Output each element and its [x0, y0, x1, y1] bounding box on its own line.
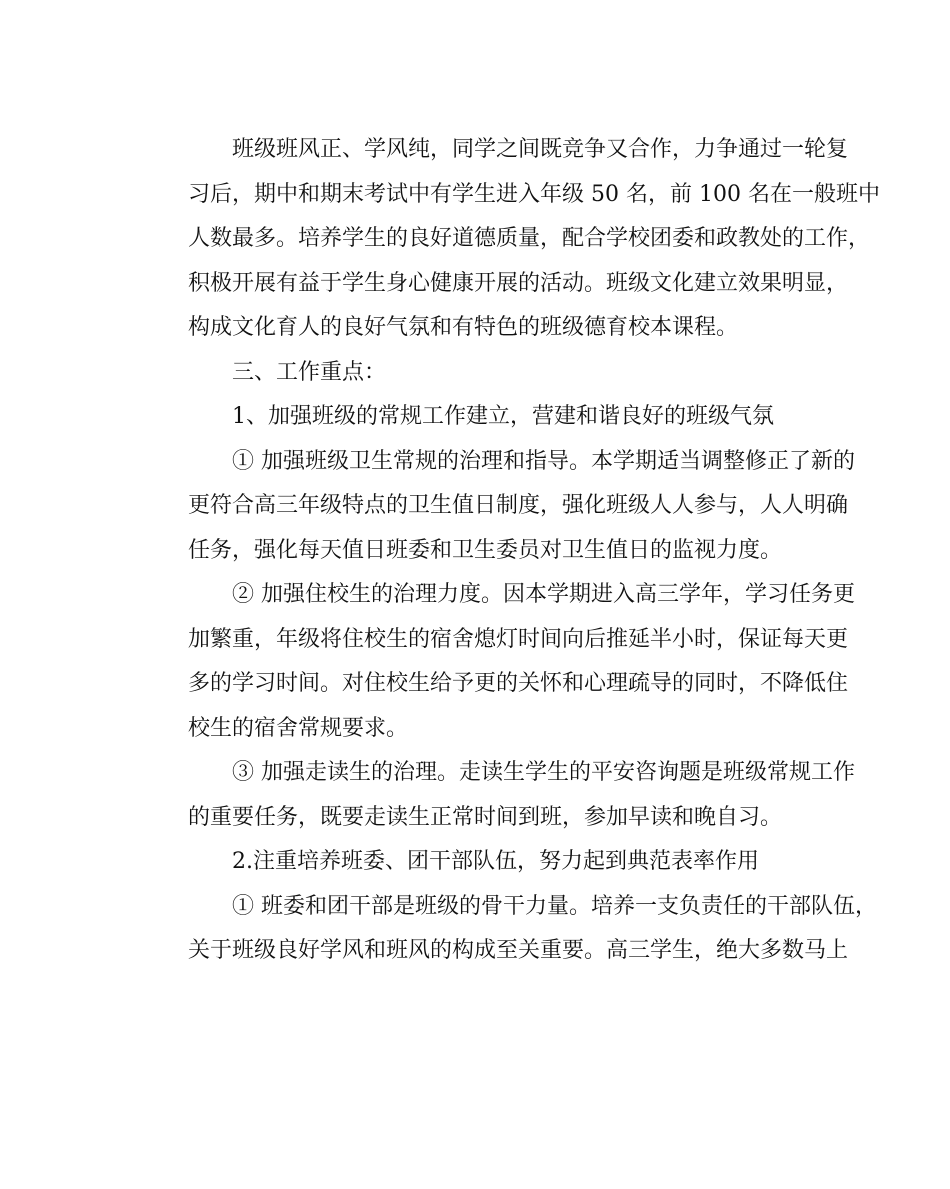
text-line: 关于班级良好学风和班风的构成至关重要。高三学生，绝大多数马上 — [188, 938, 849, 963]
text-line: 班级班风正、学风纯，同学之间既竞争又合作，力争通过一轮复 — [232, 137, 849, 162]
section-heading-work-focus — [144, 351, 816, 396]
paragraph-day-students — [144, 751, 855, 840]
section-heading: 三、工作重点： — [232, 359, 387, 385]
text-line: ③ 加强走读生的治理。走读生学生的平安咨询题是班级常规工作 — [232, 760, 855, 785]
paragraph-class-goals — [144, 128, 880, 351]
subheading: 1、加强班级的常规工作建立，营建和谐良好的班级气氛 — [232, 404, 774, 429]
subheading-cadres — [144, 840, 816, 885]
text-line: 人数最多。培养学生的良好道德质量，配合学校团委和政教处的工作， — [188, 226, 871, 251]
text-line: 积极开展有益于学生身心健康开展的活动。班级文化建立效果明显， — [188, 270, 849, 296]
text-line: ② 加强住校生的治理力度。因本学期进入高三学年，学习任务更 — [232, 582, 855, 607]
paragraph-boarders — [144, 573, 855, 751]
subheading-routine-work — [144, 395, 816, 440]
text-line: ① 加强班级卫生常规的治理和指导。本学期适当调整修正了新的 — [232, 448, 855, 474]
paragraph-hygiene — [144, 440, 855, 574]
text-line: 任务，强化每天值日班委和卫生委员对卫生值日的监视力度。 — [188, 537, 783, 563]
document-body — [144, 128, 880, 974]
text-line: 校生的宿舍常规要求。 — [188, 715, 409, 741]
text-line: ① 班委和团干部是班级的骨干力量。培养一支负责任的干部队伍， — [232, 893, 877, 919]
paragraph-class-committee — [144, 885, 877, 974]
text-line: 构成文化育人的良好气氛和有特色的班级德育校本课程。 — [188, 315, 739, 340]
text-line: 加繁重，年级将住校生的宿舍熄灯时间向后推延半小时，保证每天更 — [188, 626, 849, 652]
text-line: 的重要任务，既要走读生正常时间到班，参加早读和晚自习。 — [188, 804, 783, 830]
text-line: 习后，期中和期末考试中有学生进入年级 50 名，前 100 名在一般班中 — [188, 181, 880, 207]
subheading: 2.注重培养班委、团干部队伍，努力起到典范表率作用 — [232, 849, 759, 874]
text-line: 更符合高三年级特点的卫生值日制度，强化班级人人参与，人人明确 — [188, 493, 849, 518]
text-line: 多的学习时间。对住校生给予更的关怀和心理疏导的同时，不降低住 — [188, 671, 849, 696]
